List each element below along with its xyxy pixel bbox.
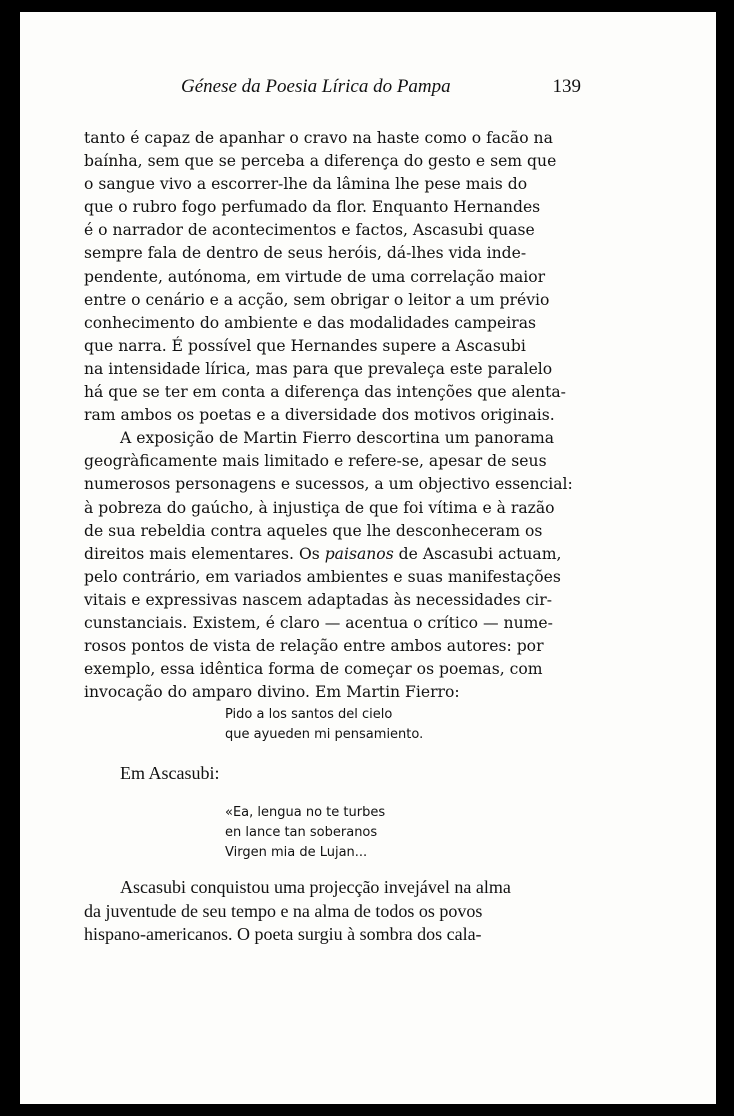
text-line: pendente, autónoma, em virtude de uma correlação maior xyxy=(84,267,546,286)
text-line: é o narrador de acontecimentos e factos, Ascasubi quase xyxy=(84,221,535,240)
text-line: que narra. É possível que Hernandes supere a Ascasubi xyxy=(84,336,526,355)
verse-line: que ayueden mi pensamiento. xyxy=(225,727,424,742)
text-line: entre o cenário e a acção, sem obrigar o leitor a um prévio xyxy=(84,290,550,309)
text-line: pelo contrário, em variados ambientes e suas manifestações xyxy=(84,567,561,586)
text-segment: de Ascasubi actuam, xyxy=(393,544,562,563)
text-line xyxy=(84,543,576,566)
paragraph-1 xyxy=(84,127,576,427)
text-line: hispano-americanos. O poeta surgiu à sombra dos cala- xyxy=(84,924,482,945)
quote-intro: Em Ascasubi: xyxy=(120,763,220,783)
paragraph-2 xyxy=(84,427,576,704)
text-line: Ascasubi conquistou uma projecção invejável na alma xyxy=(120,877,511,897)
main-text xyxy=(84,127,576,704)
text-line: invocação do amparo divino. Em Martin Fierro: xyxy=(84,683,460,702)
text-line: sempre fala de dentro de seus heróis, dá-lhes vida inde- xyxy=(84,244,527,263)
text-line: exemplo, essa idêntica forma de começar os poemas, com xyxy=(84,660,543,679)
page-number: 139 xyxy=(552,76,581,97)
text-line: o sangue vivo a escorrer-lhe da lâmina lhe pese mais do xyxy=(84,175,528,194)
verse-quote-martin-fierro xyxy=(225,705,423,745)
verse-line: en lance tan soberanos xyxy=(225,825,378,840)
text-line: ram ambos os poetas e a diversidade dos motivos originais. xyxy=(84,406,555,425)
italic-term: paisanos xyxy=(324,544,394,563)
text-line: da juventude de seu tempo e na alma de todos os povos xyxy=(84,900,483,921)
verse-line: «Ea, lengua no te turbes xyxy=(225,805,386,820)
text-line: à pobreza do gaúcho, à injustiça de que foi vítima e à razão xyxy=(84,498,555,517)
text-line: numerosos personagens e sucessos, a um objectivo essencial: xyxy=(84,475,573,494)
text-line: vitais e expressivas nascem adaptadas às necessidades cir- xyxy=(84,590,553,609)
text-line: tanto é capaz de apanhar o cravo na haste como o facão na xyxy=(84,129,553,147)
paragraph-3 xyxy=(84,876,576,947)
text-line: A exposição de Martin Fierro descortina um panorama xyxy=(120,429,555,448)
verse-line: Virgen mia de Lujan... xyxy=(225,845,368,860)
verse-quote-ascasubi xyxy=(225,803,385,863)
running-title: Génese da Poesia Lírica do Pampa xyxy=(181,76,451,97)
text-line: na intensidade lírica, mas para que prevaleça este paralelo xyxy=(84,359,553,378)
text-line: que o rubro fogo perfumado da flor. Enquanto Hernandes xyxy=(84,198,541,217)
text-line: baínha, sem que se perceba a diferença do gesto e sem que xyxy=(84,152,557,171)
text-line: conhecimento do ambiente e das modalidades campeiras xyxy=(84,313,536,332)
text-line: cunstanciais. Existem, é claro — acentua o crítico — nume- xyxy=(84,613,553,632)
text-segment: direitos mais elementares. Os xyxy=(84,544,325,563)
text-line: de sua rebeldia contra aqueles que lhe desconheceram os xyxy=(84,521,543,540)
running-header xyxy=(181,76,581,104)
verse-line: Pido a los santos del cielo xyxy=(225,707,393,722)
text-line: geogràficamente mais limitado e refere-se, apesar de seus xyxy=(84,452,547,471)
text-line: rosos pontos de vista de relação entre ambos autores: por xyxy=(84,637,544,656)
text-line: há que se ter em conta a diferença das intenções que alenta- xyxy=(84,383,566,402)
